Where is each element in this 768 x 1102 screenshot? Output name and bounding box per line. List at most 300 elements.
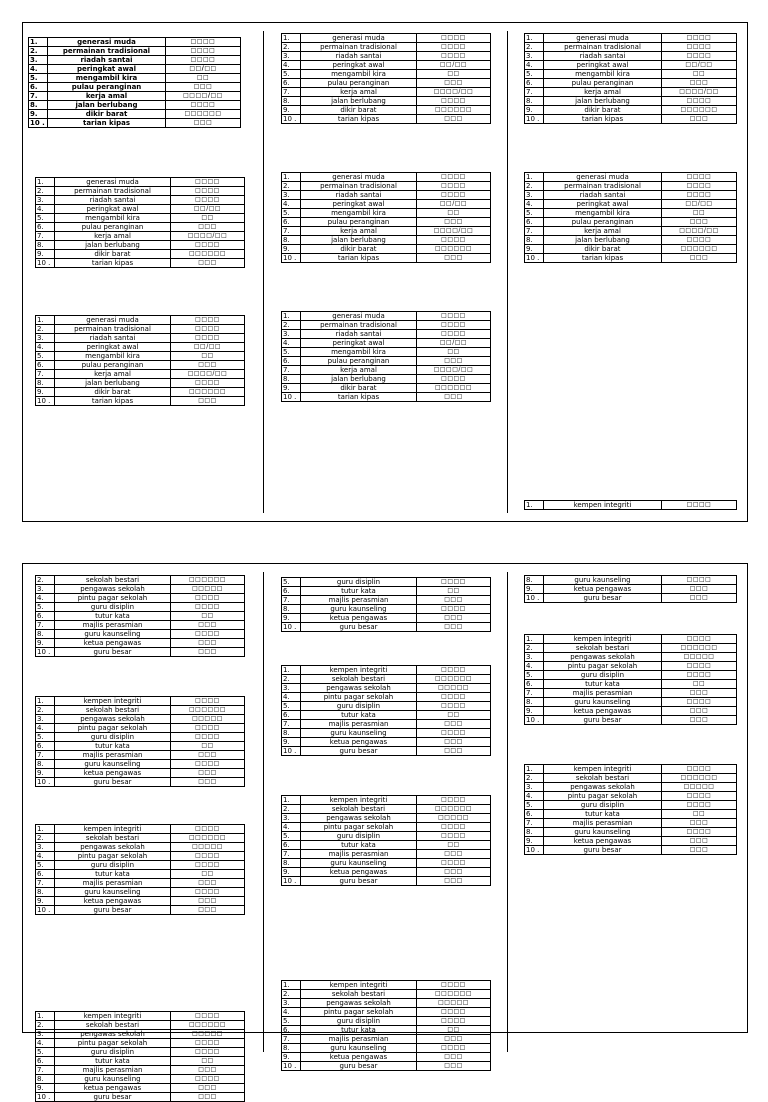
row-number: 3. <box>36 585 55 594</box>
row-number: 5. <box>36 861 55 870</box>
table-row <box>525 765 737 774</box>
row-number: 8. <box>29 101 48 110</box>
malay-phrase: guru besar <box>55 906 171 915</box>
translation-glyphs: □□□□ <box>417 859 491 868</box>
translation-glyphs: □□□□ <box>662 576 737 585</box>
table-row <box>282 115 491 124</box>
table-row <box>282 339 491 348</box>
malay-phrase: tutur kata <box>301 1026 417 1035</box>
row-number: 4. <box>282 823 301 832</box>
translation-glyphs: □□□ <box>417 393 491 402</box>
row-number: 4. <box>36 852 55 861</box>
table-row <box>525 810 737 819</box>
row-number: 3. <box>36 196 55 205</box>
malay-phrase: dikir barat <box>55 250 171 259</box>
translation-glyphs: □□ <box>662 680 737 689</box>
malay-phrase: pulau peranginan <box>301 79 417 88</box>
malay-phrase: majlis perasmian <box>544 689 662 698</box>
table-row <box>525 97 737 106</box>
table-row <box>525 209 737 218</box>
row-number: 6. <box>282 1026 301 1035</box>
translation-glyphs: □□□□ <box>417 375 491 384</box>
table-row <box>36 630 245 639</box>
translation-glyphs: □□□□ <box>171 825 245 834</box>
table-row <box>525 254 737 263</box>
malay-phrase: guru besar <box>544 594 662 603</box>
malay-phrase: guru besar <box>55 648 171 657</box>
malay-phrase: pintu pagar sekolah <box>55 1039 171 1048</box>
malay-phrase: guru disiplin <box>55 861 171 870</box>
translation-glyphs: □□□□□□ <box>171 1021 245 1030</box>
row-number: 9. <box>36 769 55 778</box>
malay-phrase: riadah santai <box>301 330 417 339</box>
row-number: 8. <box>36 379 55 388</box>
row-number: 5. <box>282 832 301 841</box>
table-row <box>525 79 737 88</box>
table-row <box>36 343 245 352</box>
table-row <box>525 689 737 698</box>
row-number: 10 . <box>282 254 301 263</box>
translation-glyphs: □□□□ <box>662 792 737 801</box>
malay-phrase: guru kaunseling <box>55 888 171 897</box>
malay-phrase: tutur kata <box>55 612 171 621</box>
malay-phrase: tarian kipas <box>544 254 662 263</box>
malay-phrase: pintu pagar sekolah <box>301 693 417 702</box>
translation-glyphs: □□□□ <box>417 729 491 738</box>
malay-phrase: pengawas sekolah <box>55 843 171 852</box>
malay-phrase: guru besar <box>544 716 662 725</box>
table-row <box>282 587 491 596</box>
row-number: 1. <box>282 796 301 805</box>
translation-glyphs: □□□□ <box>171 697 245 706</box>
translation-glyphs: □□□ <box>171 397 245 406</box>
row-number: 5. <box>525 671 544 680</box>
malay-phrase: jalan berlubang <box>301 236 417 245</box>
malay-phrase: majlis perasmian <box>301 596 417 605</box>
malay-phrase: pulau peranginan <box>301 218 417 227</box>
row-number: 6. <box>282 79 301 88</box>
translation-glyphs: □□□□□ <box>171 715 245 724</box>
translation-glyphs: □□□□ <box>417 34 491 43</box>
vocab-table <box>524 634 737 725</box>
malay-phrase: majlis perasmian <box>55 751 171 760</box>
translation-glyphs: □□□ <box>166 119 241 128</box>
table-row <box>36 1030 245 1039</box>
malay-phrase: pintu pagar sekolah <box>544 662 662 671</box>
malay-phrase: tarian kipas <box>301 254 417 263</box>
translation-glyphs: □□□□ <box>171 1012 245 1021</box>
malay-phrase: pengawas sekolah <box>301 999 417 1008</box>
malay-phrase: jalan berlubang <box>55 379 171 388</box>
vocab-table <box>524 764 737 855</box>
malay-phrase: generasi muda <box>48 38 166 47</box>
translation-glyphs: □□□ <box>171 1084 245 1093</box>
malay-phrase: sekolah bestari <box>55 834 171 843</box>
row-number: 10 . <box>282 747 301 756</box>
malay-phrase: kerja amal <box>301 88 417 97</box>
translation-glyphs: □□□□ <box>662 236 737 245</box>
malay-phrase: majlis perasmian <box>301 1035 417 1044</box>
translation-glyphs: □□□ <box>171 223 245 232</box>
row-number: 3. <box>525 52 544 61</box>
row-number: 3. <box>36 715 55 724</box>
table-row <box>282 70 491 79</box>
translation-glyphs: □□□ <box>171 1093 245 1102</box>
row-number: 2. <box>282 675 301 684</box>
malay-phrase: mengambil kira <box>301 348 417 357</box>
malay-phrase: ketua pengawas <box>544 707 662 716</box>
vocab-table <box>35 315 245 406</box>
row-number: 1. <box>36 316 55 325</box>
malay-phrase: kempen integriti <box>55 1012 171 1021</box>
row-number: 10 . <box>36 259 55 268</box>
translation-glyphs: □□□ <box>662 689 737 698</box>
translation-glyphs: □□□ <box>417 720 491 729</box>
row-number: 2. <box>282 805 301 814</box>
malay-phrase: kempen integriti <box>544 765 662 774</box>
malay-phrase: guru besar <box>301 623 417 632</box>
table-row <box>282 200 491 209</box>
malay-phrase: ketua pengawas <box>55 897 171 906</box>
translation-glyphs: □□□□ <box>171 724 245 733</box>
translation-glyphs: □□□ <box>662 115 737 124</box>
row-number: 10 . <box>282 393 301 402</box>
row-number: 9. <box>282 868 301 877</box>
translation-glyphs: □□□□□ <box>417 814 491 823</box>
table-row <box>525 576 737 585</box>
malay-phrase: guru kaunseling <box>544 698 662 707</box>
malay-phrase: tarian kipas <box>55 259 171 268</box>
row-number: 5. <box>36 1048 55 1057</box>
vocab-table <box>35 177 245 268</box>
row-number: 1. <box>282 981 301 990</box>
malay-phrase: riadah santai <box>544 191 662 200</box>
translation-glyphs: □□□□ <box>171 888 245 897</box>
malay-phrase: kerja amal <box>544 227 662 236</box>
translation-glyphs: □□□□ <box>417 823 491 832</box>
translation-glyphs: □□□□ <box>662 801 737 810</box>
malay-phrase: guru besar <box>55 778 171 787</box>
row-number: 10 . <box>36 648 55 657</box>
malay-phrase: dikir barat <box>544 245 662 254</box>
malay-phrase: kempen integriti <box>55 697 171 706</box>
table-row <box>36 733 245 742</box>
translation-glyphs: □□□□ <box>662 662 737 671</box>
translation-glyphs: □□□ <box>662 585 737 594</box>
malay-phrase: tutur kata <box>544 810 662 819</box>
translation-glyphs: □□□□□ <box>171 1030 245 1039</box>
table-row <box>525 200 737 209</box>
translation-glyphs: □□□□□ <box>662 653 737 662</box>
table-row <box>29 92 241 101</box>
translation-glyphs: □□ <box>171 214 245 223</box>
malay-phrase: pintu pagar sekolah <box>55 594 171 603</box>
row-number: 3. <box>525 783 544 792</box>
table-row <box>525 846 737 855</box>
table-row <box>36 594 245 603</box>
row-number: 5. <box>36 214 55 223</box>
row-number: 5. <box>282 578 301 587</box>
vocab-table <box>281 172 491 263</box>
translation-glyphs: □□□□□□ <box>171 834 245 843</box>
malay-phrase: sekolah bestari <box>301 805 417 814</box>
row-number: 4. <box>525 792 544 801</box>
table-row <box>36 325 245 334</box>
translation-glyphs: □□/□□ <box>166 65 241 74</box>
table-row <box>29 65 241 74</box>
vocab-table <box>281 980 491 1071</box>
row-number: 4. <box>36 343 55 352</box>
row-number: 4. <box>525 662 544 671</box>
row-number: 2. <box>282 182 301 191</box>
malay-phrase: tutur kata <box>301 587 417 596</box>
malay-phrase: guru kaunseling <box>544 828 662 837</box>
row-number: 4. <box>282 200 301 209</box>
translation-glyphs: □□□□ <box>417 236 491 245</box>
table-row <box>525 585 737 594</box>
row-number: 3. <box>36 843 55 852</box>
table-row <box>282 747 491 756</box>
translation-glyphs: □□□□/□□ <box>662 227 737 236</box>
malay-phrase: pintu pagar sekolah <box>55 724 171 733</box>
malay-phrase: jalan berlubang <box>544 97 662 106</box>
table-row <box>525 707 737 716</box>
row-number: 6. <box>282 587 301 596</box>
row-number: 2. <box>282 990 301 999</box>
table-row <box>36 334 245 343</box>
translation-glyphs: □□/□□ <box>171 205 245 214</box>
translation-glyphs: □□□□ <box>417 182 491 191</box>
row-number: 5. <box>525 801 544 810</box>
row-number: 7. <box>282 720 301 729</box>
row-number: 1. <box>36 825 55 834</box>
malay-phrase: guru disiplin <box>55 603 171 612</box>
translation-glyphs: □□□□ <box>417 693 491 702</box>
translation-glyphs: □□□ <box>171 778 245 787</box>
malay-phrase: guru kaunseling <box>55 1075 171 1084</box>
table-row <box>282 236 491 245</box>
table-row <box>525 680 737 689</box>
malay-phrase: riadah santai <box>55 196 171 205</box>
table-row <box>282 850 491 859</box>
table-row <box>282 796 491 805</box>
malay-phrase: guru besar <box>301 877 417 886</box>
translation-glyphs: □□ <box>662 810 737 819</box>
malay-phrase: guru kaunseling <box>301 1044 417 1053</box>
table-row <box>525 106 737 115</box>
translation-glyphs: □□□□ <box>171 861 245 870</box>
row-number: 8. <box>525 828 544 837</box>
table-row <box>525 70 737 79</box>
malay-phrase: guru kaunseling <box>55 760 171 769</box>
translation-glyphs: □□□□/□□ <box>417 88 491 97</box>
table-row <box>29 74 241 83</box>
table-row <box>29 56 241 65</box>
row-number: 8. <box>282 236 301 245</box>
table-row <box>525 662 737 671</box>
table-row <box>36 187 245 196</box>
malay-phrase: pintu pagar sekolah <box>301 1008 417 1017</box>
table-row <box>36 585 245 594</box>
translation-glyphs: □□□□□ <box>662 783 737 792</box>
table-row <box>36 241 245 250</box>
translation-glyphs: □□□ <box>417 614 491 623</box>
table-row <box>525 653 737 662</box>
table-row <box>282 605 491 614</box>
translation-glyphs: □□□ <box>417 79 491 88</box>
malay-phrase: generasi muda <box>55 316 171 325</box>
row-number: 7. <box>282 850 301 859</box>
row-number: 4. <box>525 61 544 70</box>
table-row <box>282 1017 491 1026</box>
table-row <box>282 97 491 106</box>
translation-glyphs: □□□□/□□ <box>417 227 491 236</box>
table-row <box>525 227 737 236</box>
row-number: 8. <box>282 859 301 868</box>
row-number: 7. <box>282 366 301 375</box>
table-row <box>525 173 737 182</box>
malay-phrase: majlis perasmian <box>55 879 171 888</box>
row-number: 2. <box>36 576 55 585</box>
malay-phrase: sekolah bestari <box>544 774 662 783</box>
table-row <box>36 1057 245 1066</box>
translation-glyphs: □□□□ <box>417 52 491 61</box>
table-row <box>36 352 245 361</box>
table-row <box>29 101 241 110</box>
malay-phrase: permainan tradisional <box>544 182 662 191</box>
row-number: 2. <box>525 774 544 783</box>
row-number: 1. <box>36 697 55 706</box>
table-row <box>282 990 491 999</box>
translation-glyphs: □□□□ <box>417 832 491 841</box>
translation-glyphs: □□□□ <box>166 47 241 56</box>
table-row <box>282 877 491 886</box>
column-divider <box>507 572 508 1052</box>
row-number: 7. <box>36 621 55 630</box>
translation-glyphs: □□□□ <box>171 760 245 769</box>
row-number: 2. <box>36 1021 55 1030</box>
row-number: 7. <box>525 227 544 236</box>
translation-glyphs: □□□ <box>417 850 491 859</box>
translation-glyphs: □□□ <box>662 254 737 263</box>
table-row <box>282 684 491 693</box>
table-row <box>36 715 245 724</box>
row-number: 7. <box>525 689 544 698</box>
translation-glyphs: □□□ <box>171 751 245 760</box>
table-row <box>282 348 491 357</box>
table-row <box>282 34 491 43</box>
malay-phrase: guru kaunseling <box>301 605 417 614</box>
malay-phrase: generasi muda <box>544 173 662 182</box>
row-number: 8. <box>282 605 301 614</box>
row-number: 1. <box>525 765 544 774</box>
row-number: 6. <box>525 680 544 689</box>
malay-phrase: majlis perasmian <box>544 819 662 828</box>
table-row <box>36 852 245 861</box>
table-row <box>525 245 737 254</box>
translation-glyphs: □□□ <box>417 115 491 124</box>
table-row <box>282 106 491 115</box>
table-row <box>36 603 245 612</box>
translation-glyphs: □□/□□ <box>662 200 737 209</box>
translation-glyphs: □□□□ <box>417 981 491 990</box>
translation-glyphs: □□□ <box>417 1053 491 1062</box>
translation-glyphs: □□□ <box>417 623 491 632</box>
translation-glyphs: □□□□ <box>417 321 491 330</box>
translation-glyphs: □□□□□ <box>417 999 491 1008</box>
translation-glyphs: □□□□ <box>662 765 737 774</box>
malay-phrase: sekolah bestari <box>544 644 662 653</box>
translation-glyphs: □□ <box>171 352 245 361</box>
malay-phrase: mengambil kira <box>48 74 166 83</box>
malay-phrase: kerja amal <box>544 88 662 97</box>
malay-phrase: guru besar <box>301 747 417 756</box>
row-number: 9. <box>282 614 301 623</box>
row-number: 6. <box>36 612 55 621</box>
translation-glyphs: □□□□ <box>171 1048 245 1057</box>
translation-glyphs: □□□□ <box>662 43 737 52</box>
table-row <box>282 1008 491 1017</box>
table-row <box>36 742 245 751</box>
malay-phrase: pulau peranginan <box>48 83 166 92</box>
translation-glyphs: □□□ <box>417 218 491 227</box>
translation-glyphs: □□□□ <box>417 702 491 711</box>
malay-phrase: tutur kata <box>55 870 171 879</box>
row-number: 7. <box>282 596 301 605</box>
table-row <box>36 769 245 778</box>
translation-glyphs: □□ <box>662 209 737 218</box>
malay-phrase: ketua pengawas <box>301 614 417 623</box>
table-row <box>36 751 245 760</box>
translation-glyphs: □□□□ <box>417 191 491 200</box>
malay-phrase: dikir barat <box>301 106 417 115</box>
malay-phrase: sekolah bestari <box>55 576 171 585</box>
vocab-table <box>281 577 491 632</box>
table-row <box>36 1012 245 1021</box>
malay-phrase: pulau peranginan <box>301 357 417 366</box>
translation-glyphs: □□□□ <box>662 635 737 644</box>
row-number: 10 . <box>282 115 301 124</box>
row-number: 2. <box>36 834 55 843</box>
row-number: 7. <box>282 1035 301 1044</box>
translation-glyphs: □□□ <box>171 259 245 268</box>
row-number: 2. <box>525 182 544 191</box>
translation-glyphs: □□ <box>417 1026 491 1035</box>
table-row <box>282 366 491 375</box>
row-number: 5. <box>36 352 55 361</box>
table-row <box>36 205 245 214</box>
table-row <box>36 1084 245 1093</box>
table-row <box>282 375 491 384</box>
table-row <box>36 843 245 852</box>
row-number: 5. <box>282 348 301 357</box>
row-number: 9. <box>282 245 301 254</box>
malay-phrase: kerja amal <box>55 370 171 379</box>
vocab-table <box>524 575 737 603</box>
malay-phrase: dikir barat <box>48 110 166 119</box>
row-number: 10 . <box>525 716 544 725</box>
table-row <box>282 1053 491 1062</box>
row-number: 1. <box>29 38 48 47</box>
row-number: 4. <box>36 1039 55 1048</box>
translation-glyphs: □□□□ <box>417 1008 491 1017</box>
translation-glyphs: □□ <box>417 209 491 218</box>
table-row <box>36 1039 245 1048</box>
row-number: 10 . <box>525 594 544 603</box>
malay-phrase: pengawas sekolah <box>55 585 171 594</box>
malay-phrase: permainan tradisional <box>55 187 171 196</box>
table-row <box>36 214 245 223</box>
